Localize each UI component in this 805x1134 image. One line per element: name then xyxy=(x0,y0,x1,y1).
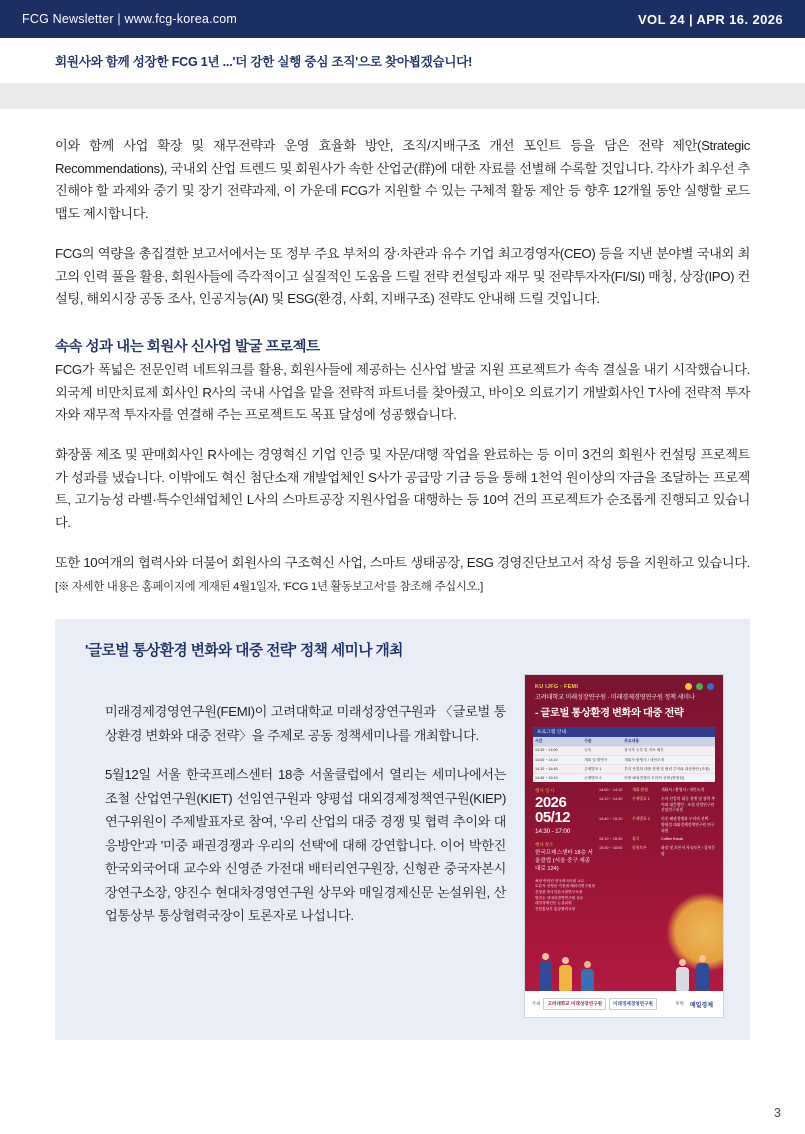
program-tag: 주제발표 1 xyxy=(632,797,650,802)
poster-schedule-title: 프로그램 안내 xyxy=(533,727,715,737)
poster-organizers: 고려대학교 미래성장연구원 · 미래경제경영연구원 정책 세미나 xyxy=(535,694,695,702)
program-desc: 우리 산업의 대중 경쟁 및 협력 추이와 대응방안 · 조철 산업연구원 선임연구위원 xyxy=(661,797,716,813)
poster-schedule-header-row xyxy=(533,737,715,746)
poster-dot-yellow xyxy=(685,683,692,690)
person-head xyxy=(542,953,549,960)
seminar-paragraph-1: 미래경제경영연구원(FEMI)이 고려대학교 미래성장연구원과 〈글로벌 통상환경 변화와 대중 전략〉을 주제로 공동 정책세미나를 개최합니다. xyxy=(105,704,506,743)
cell-time: 14:00 ~ 14:10 xyxy=(535,757,558,762)
poster-footer xyxy=(525,991,723,1017)
person-figure xyxy=(581,961,594,991)
page-number: 3 xyxy=(774,1106,781,1120)
person-figure xyxy=(676,959,689,991)
headline-strip xyxy=(0,38,805,83)
poster-note-line: 좌장 박한진 한국외국어대 교수 xyxy=(535,878,585,883)
divider-band xyxy=(0,83,805,109)
person-head xyxy=(562,957,569,964)
poster-panel-notes xyxy=(525,874,723,913)
poster-note-line: 토론자 신영준 가천대 배터리연구원장 xyxy=(535,884,596,889)
cell-time: 13:30 ~ 14:00 xyxy=(535,748,558,753)
cell-time: 14:40 ~ 15:10 xyxy=(535,775,558,780)
poster-program-item xyxy=(599,788,715,794)
body-paragraph-1: 이와 함께 사업 확장 및 재무전략과 운영 효율화 방안, 조직/지배구조 개선 포인트 등을 담은 전략 제안(Strategic Recommendations), 국내외 산업 트렌드 및 회원사가 속한 산업군(群)에 대한 자료를 선별해 수록할 것입니다. 각사가 최우선 추진해야 할 과제와 중기 및 장기 전략과제, 이 가운데 FCG가 지원할 수 있는 구체적 활동 제안 등 향후 12개월 동안 실행할 로드맵도 제시합니다. xyxy=(55,138,750,222)
program-tag: 개회·환영 xyxy=(632,788,648,793)
poster-schedule-row xyxy=(533,755,715,764)
program-desc: 개회사 / 환영사 / 내빈소개 xyxy=(661,788,705,793)
poster-dot-green xyxy=(696,683,703,690)
poster-program-list xyxy=(599,788,715,860)
body-paragraph-2: FCG의 역량을 총집결한 보고서에서는 또 정부 주요 부처의 장·차관과 유수 기업 최고경영자(CEO) 등을 지낸 분야별 국내외 최고의 인력 풀을 활용, 회원사들에 즉각적이고 실질적인 도움을 드릴 전략 컨설팅과 재무 및 전략투자자(FI/SI) 매칭, 상장(IPO) 컨설팅, 해외시장 공동 조사, 인공지능(AI) 및 ESG(환경, 사회, 지배구조) 전략도 안내해 드릴 것입니다. xyxy=(55,245,750,307)
section-heading: 속속 성과 내는 회원사 신사업 발굴 프로젝트 xyxy=(55,338,320,355)
poster-note-line: 신형관 중국자본시장연구소장 xyxy=(535,889,583,894)
poster-program-item xyxy=(599,797,715,814)
poster-date-block xyxy=(535,788,593,873)
person-head xyxy=(584,961,591,968)
cell-content: 미중 패권경쟁과 우리의 선택 (양평섭) xyxy=(624,775,685,780)
program-time: 14:00 ~ 14:10 xyxy=(599,788,623,793)
host-logo-korea-univ: 고려대학교 미래성장연구원 xyxy=(543,998,606,1010)
poster-schedule-col-type: 구분 xyxy=(584,738,592,744)
poster-time: 14:30 - 17:00 xyxy=(535,828,571,836)
host-label: 주최 xyxy=(532,1001,541,1007)
program-desc: 좌장 및 토론자 자유토론 / 질의응답 xyxy=(661,845,716,856)
seminar-box-title: '글로벌 통상환경 변화와 대중 전략' 정책 세미나 개최 xyxy=(85,643,403,660)
program-tag: 휴식 xyxy=(632,837,640,842)
person-head xyxy=(679,959,686,966)
poster-note-line: 매일경제신문 논설위원 xyxy=(535,901,572,906)
poster-date-label: 행사 일시 xyxy=(535,788,555,794)
sponsor-label: 후원 xyxy=(675,1001,684,1007)
poster-hosts xyxy=(532,998,657,1010)
program-tag: 종합토론 xyxy=(632,845,647,850)
cell-type: 개회 및 환영사 xyxy=(584,757,608,762)
cell-time: 14:10 ~ 14:40 xyxy=(535,766,558,771)
program-time: 14:10 ~ 14:40 xyxy=(599,797,623,802)
poster-schedule-col-time: 시간 xyxy=(535,738,543,744)
cell-content: 우리 산업의 대중 경쟁 및 협력 추이와 대응방안 (조철) xyxy=(624,766,710,771)
newsletter-masthead: FCG Newsletter | www.fcg-korea.com xyxy=(22,12,237,26)
body-paragraph-5-text: 또한 10여개의 협력사와 더불어 회원사의 구조혁신 사업, 스마트 생태공장, ESG 경영진단보고서 작성 등을 지원하고 있습니다. xyxy=(55,554,750,570)
poster-dot-blue xyxy=(707,683,714,690)
cell-content: 참석자 등록 및 자료 배부 xyxy=(624,748,664,753)
program-tag: 주제발표 2 xyxy=(632,817,650,822)
poster-schedule-row xyxy=(533,746,715,755)
poster-program-item xyxy=(599,837,715,843)
program-time: 15:10 ~ 15:30 xyxy=(599,837,623,842)
seminar-highlight-box xyxy=(55,619,750,1040)
poster-schedule-table xyxy=(533,727,715,783)
poster-year: 2026 xyxy=(535,794,567,812)
person-head xyxy=(699,955,706,962)
article-headline: 회원사와 함께 성장한 FCG 1년 ...'더 강한 실행 중심 조직'으로 찾아뵙겠습니다! xyxy=(55,55,473,69)
poster-info-row xyxy=(525,782,723,873)
program-desc: 미중 패권경쟁과 우리의 선택 · 양평섭 대외경제정책연구원 연구위원 xyxy=(661,817,715,833)
program-time: 15:30 ~ 16:50 xyxy=(599,845,623,850)
body-paragraph-5-note: [※ 자세한 내용은 홈페이지에 게재된 4월1일자, 'FCG 1년 활동보고서'를 참조해 주십시오.] xyxy=(55,580,484,593)
poster-note-line: 양진수 현대차경영연구원 상무 xyxy=(535,895,584,900)
cell-type: 주제발표 1 xyxy=(584,766,602,771)
poster-headline: - 글로벌 통상환경 변화와 대중 전략 xyxy=(535,707,684,719)
poster-schedule-row xyxy=(533,764,715,773)
poster-program-item xyxy=(599,846,715,857)
poster-canvas xyxy=(525,675,723,1017)
person-body xyxy=(581,969,594,991)
seminar-box-body xyxy=(85,674,724,1018)
poster-sponsor xyxy=(675,998,716,1011)
poster-people-illustration xyxy=(525,931,723,991)
person-body xyxy=(539,961,552,991)
article-body xyxy=(0,135,805,1040)
poster-program-item xyxy=(599,817,715,834)
sponsor-logo-mk: 매일경제 xyxy=(689,1002,713,1009)
person-body xyxy=(696,963,709,991)
seminar-box-text xyxy=(85,674,506,928)
person-body xyxy=(676,967,689,991)
poster-dot-decoration xyxy=(685,683,714,690)
body-paragraph-4: 화장품 제조 및 판매회사인 R사에는 경영혁신 기업 인증 및 자문/대행 작업을 완료하는 등 이미 3건의 회원사 컨설팅 프로젝트가 성과를 냈습니다. 이밖에도 혁신 첨단소재 개발업체인 S사가 공급망 기금 등을 통해 1천억 원이상의 자금을 조달하는 프로젝트, 고기능성 라벨·특수인쇄업체인 L사의 스마트공장 지원사업을 대행하는 등 10여 건의 프로젝트가 순조롭게 진행되고 있습니다. xyxy=(55,447,750,531)
person-body xyxy=(559,965,572,991)
host-logo-femi: 미래경제경영연구원 xyxy=(609,998,657,1010)
poster-place: 한국프레스센터 18층 서울클럽 (서울 중구 세종대로 124) xyxy=(535,850,593,873)
poster-schedule-row xyxy=(533,773,715,782)
poster-note-line: 산업통상부 통상협력국장 xyxy=(535,907,576,912)
person-figure xyxy=(539,953,552,991)
body-paragraph-5 xyxy=(55,552,750,597)
seminar-poster-image xyxy=(524,674,724,1018)
newsletter-issue-info: VOL 24 | APR 16. 2026 xyxy=(637,11,783,27)
poster-eyebrow: KU IJFG · FEMI xyxy=(535,684,579,691)
seminar-paragraph-2: 5월12일 서울 한국프레스센터 18층 서울클럽에서 열리는 세미나에서는 조철 산업연구원(KIET) 선임연구원과 양평섭 대외경제정책연구원(KIEP) 연구위원이 주제발표자로 참여, '우리 산업의 대중 경쟁 및 협력 추이와 대응방안'과 '미중 패권경쟁과 우리의 선택'에 대해 강연합니다. 이어 박한진 한국외국어대 교수와 신영준 가전대 배터리연구원장, 신형관 중국자본시장연구소장, 양진수 현대차경영연구원 상무와 매일경제신문 논설위원, 산업통상부 통상협력국장이 토론자로 나섭니다. xyxy=(105,767,506,924)
body-paragraph-3: FCG가 폭넓은 전문인력 네트워크를 활용, 회원사들에 제공하는 신사업 발굴 지원 프로젝트가 속속 결실을 내기 시작했습니다. 외국계 비만치료제 회사인 R사의 국내 사업을 맡을 전략적 파트너를 찾아줬고, 바이오 의료기기 개발회사인 T사에 전략적 투자자와 재무적 투자자를 연결해 주는 프로젝트도 목표 달성에 성공했습니다. xyxy=(55,361,750,423)
program-desc: Coffee Break xyxy=(661,837,684,842)
poster-schedule-col-content: 주요내용 xyxy=(624,738,640,744)
person-figure xyxy=(559,957,572,991)
poster-place-label: 행사 장소 xyxy=(535,842,554,848)
poster-month-day: 05/12 xyxy=(535,809,571,827)
person-figure xyxy=(696,955,709,991)
cell-type: 주제발표 2 xyxy=(584,775,602,780)
program-time: 14:40 ~ 15:10 xyxy=(599,817,623,822)
cell-content: 개회사·환영사 / 내빈소개 xyxy=(624,757,665,762)
cell-type: 등록 xyxy=(584,748,592,753)
newsletter-header-bar xyxy=(0,0,805,38)
